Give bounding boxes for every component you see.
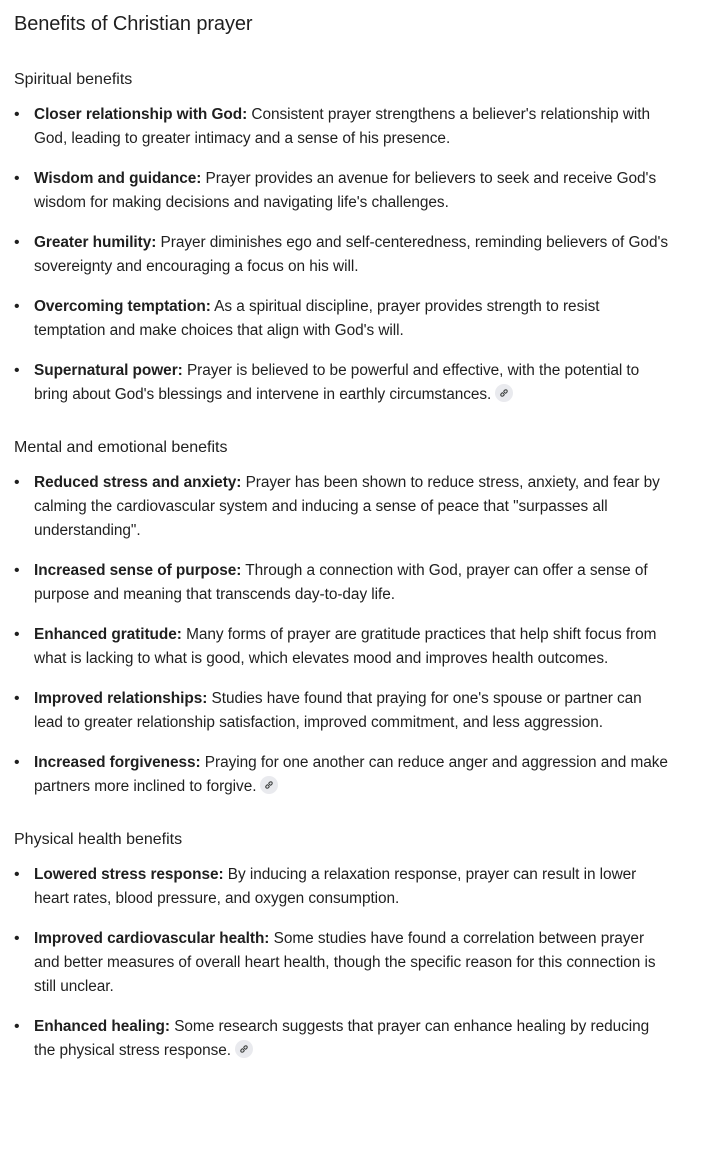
item-text: Prayer is believed to be powerful and effective, with the potential to bring about God's blessings and intervene in earthly circumstances. [34,362,640,403]
bullet: • [14,930,20,947]
source-link-button[interactable] [235,1040,253,1058]
item-text: By inducing a relaxation response, prayer can result in lower heart rates, blood pressure, and oxygen consumption. [34,866,637,907]
benefit-list [14,863,700,1063]
item-text: Prayer provides an avenue for believers to seek and receive God's wisdom for making decisions and navigating life's challenges. [34,170,657,211]
list-item [14,863,670,911]
item-term: Overcoming temptation: [34,298,211,315]
section-heading: Spiritual benefits [14,71,133,88]
item-term: Reduced stress and anxiety: [34,474,242,491]
list-item [14,559,670,607]
item-term: Lowered stress response: [34,866,224,883]
bullet: • [14,362,20,379]
section-heading: Physical health benefits [14,831,183,848]
bullet: • [14,626,20,643]
item-term: Enhanced gratitude: [34,626,182,643]
list-item [14,687,670,735]
item-term: Greater humility: [34,234,157,251]
item-term: Supernatural power: [34,362,183,379]
source-link-button[interactable] [260,776,278,794]
list-item [14,359,670,407]
item-text: Prayer diminishes ego and self-centeredness, reminding believers of God's sovereignty and encouraging a focus on his will. [34,234,668,275]
bullet: • [14,170,20,187]
item-text: Through a connection with God, prayer can offer a sense of purpose and meaning that transcends day-to-day life. [34,562,648,603]
link-icon [499,388,509,398]
list-item [14,623,670,671]
item-text: Prayer has been shown to reduce stress, anxiety, and fear by calming the cardiovascular system and inducing a sense of peace that "surpasses all understanding". [34,474,660,539]
item-text: Praying for one another can reduce anger and aggression and make partners more inclined to forgive. [34,754,668,795]
benefit-list [14,471,700,799]
page-title: Benefits of Christian prayer [14,13,253,35]
bullet: • [14,234,20,251]
bullet: • [14,298,20,315]
bullet: • [14,106,20,123]
list-item [14,1015,670,1063]
item-term: Closer relationship with God: [34,106,248,123]
bullet: • [14,1018,20,1035]
section-mental-emotional [14,436,700,799]
list-item [14,751,670,799]
list-item [14,103,670,151]
list-item [14,927,670,999]
list-item [14,471,670,543]
bullet: • [14,690,20,707]
item-text: Studies have found that praying for one's spouse or partner can lead to greater relationship satisfaction, improved commitment, and less aggression. [34,690,642,731]
item-term: Wisdom and guidance: [34,170,202,187]
item-term: Improved relationships: [34,690,208,707]
section-physical-health [14,828,700,1063]
source-link-button[interactable] [495,384,513,402]
section-heading: Mental and emotional benefits [14,439,228,456]
bullet: • [14,866,20,883]
item-term: Improved cardiovascular health: [34,930,270,947]
bullet: • [14,562,20,579]
list-item [14,231,670,279]
link-icon [264,780,274,790]
section-spiritual [14,68,700,407]
item-text: Many forms of prayer are gratitude practices that help shift focus from what is lacking to what is good, which elevates mood and improves health outcomes. [34,626,657,667]
benefit-list [14,103,700,407]
item-text: Consistent prayer strengthens a believer's relationship with God, leading to greater intimacy and a sense of his presence. [34,106,651,147]
link-icon [239,1044,249,1054]
item-text: Some studies have found a correlation between prayer and better measures of overall heart health, though the specific reason for this connection is still unclear. [34,930,656,995]
list-item [14,295,670,343]
item-text: Some research suggests that prayer can enhance healing by reducing the physical stress response. [34,1018,650,1059]
list-item [14,167,670,215]
item-text: As a spiritual discipline, prayer provides strength to resist temptation and make choices that align with God's will. [34,298,600,339]
item-term: Increased forgiveness: [34,754,201,771]
bullet: • [14,754,20,771]
item-term: Increased sense of purpose: [34,562,242,579]
bullet: • [14,474,20,491]
item-term: Enhanced healing: [34,1018,170,1035]
